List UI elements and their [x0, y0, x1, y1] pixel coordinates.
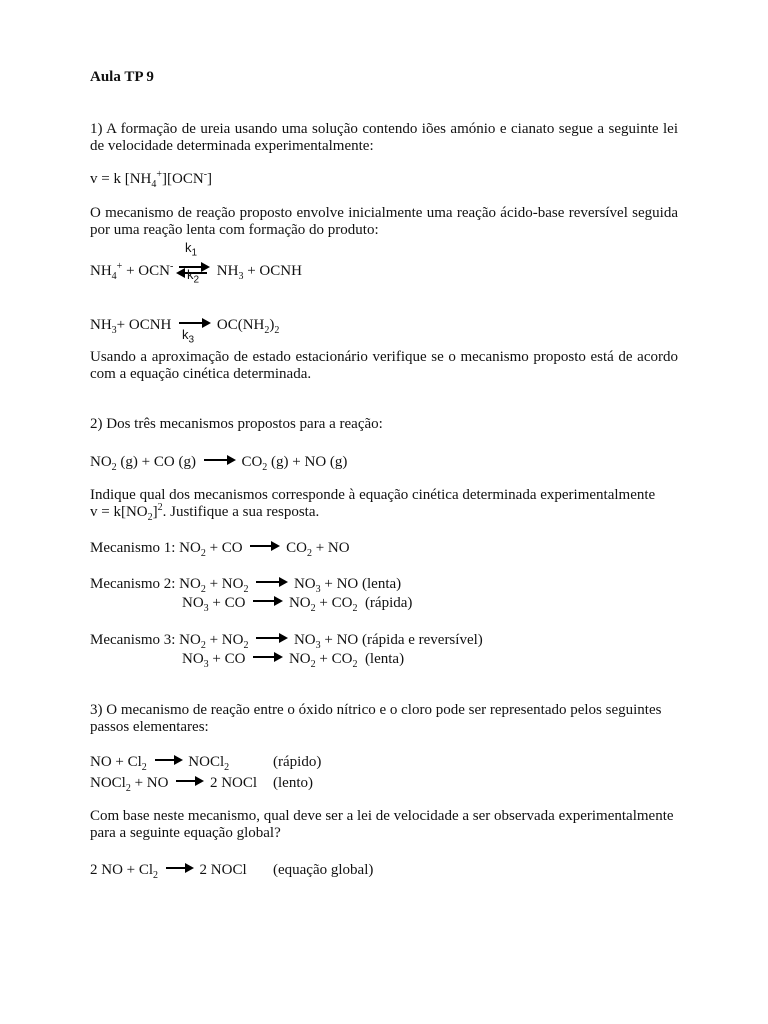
q1-mechanism-text: O mecanismo de reação proposto envolve inicialmente uma reação ácido-base reversível seguida por uma reação lenta com formação do produto: [90, 205, 678, 238]
reaction-arrow-icon [256, 637, 286, 639]
q1-rate-law: v = k $[NH_4^+][OCN^-]$ [90, 169, 213, 190]
q3-global: 2 NO + $Cl_2$ 2 NOCl (equação global) [90, 862, 374, 881]
reaction-arrow-icon [253, 600, 281, 602]
reaction-arrow-icon [253, 656, 281, 658]
q2-reaction: $NO_2$ (g) + CO (g) $CO_2$ (g) + NO (g) [90, 454, 348, 473]
reaction-arrow-icon [250, 545, 278, 547]
mechanism-2-step-2: $NO_3$ + CO $NO_2 + CO_2$ (rápida) [182, 595, 413, 614]
q3-step-1: NO + $Cl_2$ NOCl$_2$ (rápido) [90, 754, 322, 773]
k1-label: $k_1$ [185, 240, 198, 259]
q1-reaction-2: $NH_3+$ OCNH $OC(NH_2)_2$ [90, 317, 280, 336]
reaction-arrow-icon [155, 759, 181, 761]
page-title: Aula TP 9 [90, 69, 154, 85]
reaction-arrow-icon [204, 459, 234, 461]
reaction-arrow-icon [176, 780, 202, 782]
reaction-arrow-icon [256, 581, 286, 583]
q3-step-2: NOCl$_2$ + NO 2 NOCl (lento) [90, 775, 313, 794]
k2-label: $k_2$ [187, 267, 200, 286]
q2-question-a: Indique qual dos mecanismos corresponde à equação cinética determinada experimentalmente [90, 487, 656, 503]
reaction-arrow-icon [166, 867, 192, 869]
q3-intro: 3) O mecanismo de reação entre o óxido nítrico e o cloro pode ser representado pelos seguintes passos elementares: [90, 702, 662, 735]
reaction-arrow-icon [179, 322, 209, 324]
q1-question: Usando a aproximação de estado estacionário verifique se o mecanismo proposto está de acordo com a equação cinética determinada. [90, 349, 678, 382]
mechanism-2-step-1: Mecanismo 2: $NO_2 + NO_2$ $NO_3$ + NO (lenta) [90, 576, 402, 595]
k3-label: $k_3$ [182, 327, 195, 346]
q3-question: Com base neste mecanismo, qual deve ser a lei de velocidade a ser observada experimentalmente para a seguinte equação global? [90, 808, 674, 841]
q2-intro: 2) Dos três mecanismos propostos para a reação: [90, 416, 383, 432]
q1-intro: 1) A formação de ureia usando uma solução contendo iões amónio e cianato segue a seguinte lei de velocidade determinada experimentalmente: [90, 121, 678, 154]
q1-reaction-1: $NH_4^+ + OCN^-$ $NH_3$ + OCNH [90, 261, 302, 282]
mechanism-3-step-1: Mecanismo 3: $NO_2 + NO_2$ $NO_3$ + NO (rápida e reversível) [90, 632, 483, 651]
mechanism-3-step-2: $NO_3$ + CO $NO_2 + CO_2$ (lenta) [182, 651, 405, 670]
q2-question-b: $v = k[NO_2]^2$. Justifique a sua resposta. [90, 502, 320, 523]
mechanism-1: Mecanismo 1: $NO_2$ + CO $CO_2$ + NO [90, 540, 350, 559]
